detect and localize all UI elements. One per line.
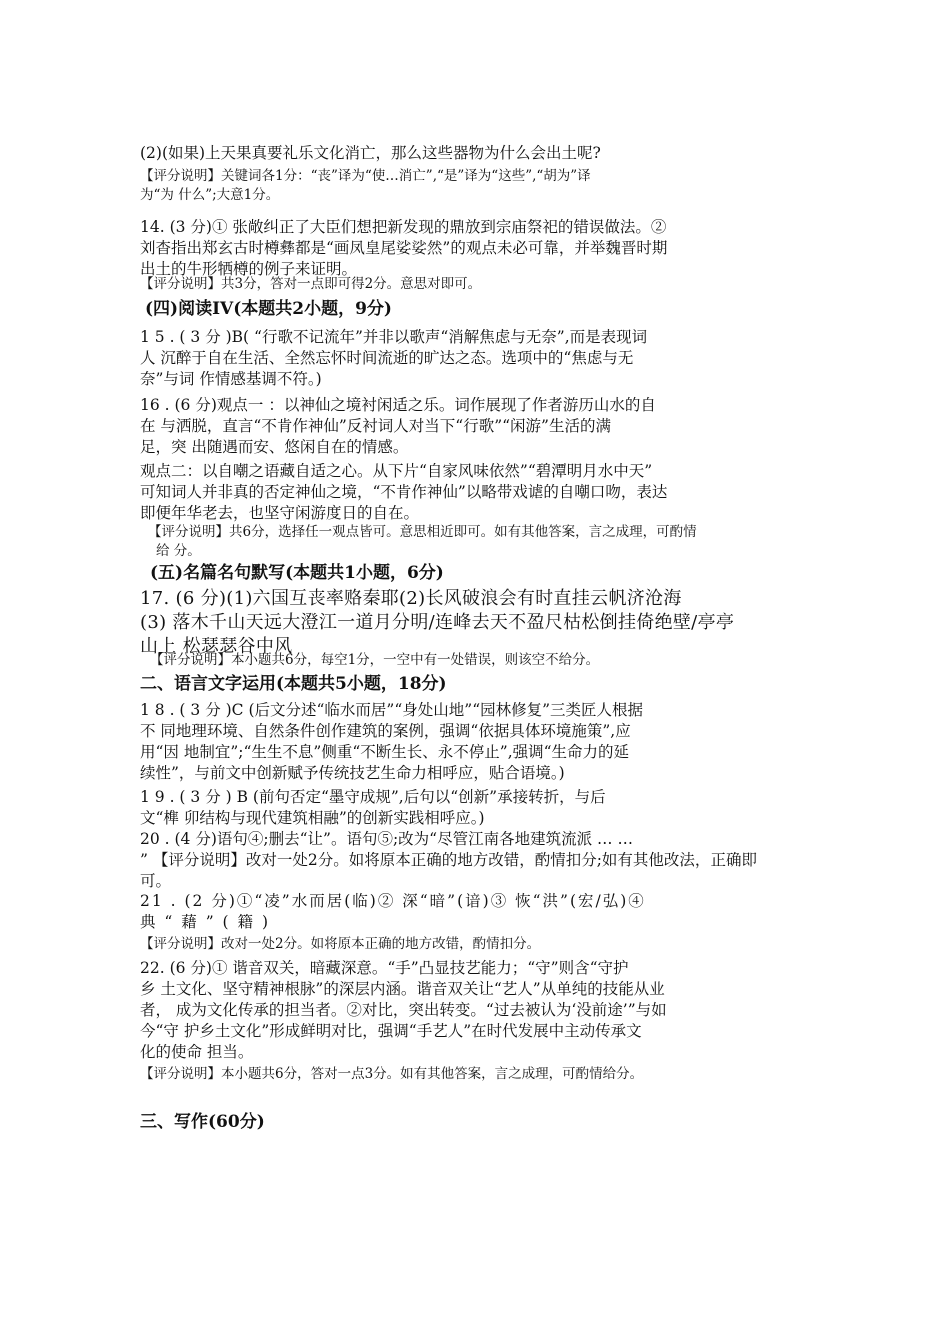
q17-answer — [140, 587, 810, 659]
q19-answer — [140, 787, 810, 829]
answer-line: 21 . (2 分)①“凌”水而居(临)② 深“暗”(谙)③ 恢“洪”(宏/弘)④ — [140, 892, 646, 910]
answer-line: 用“因 地制宜”;“生生不息”侧重“不断生长、永不停止”,强调“生命力的延 — [140, 743, 630, 761]
answer-line: 即便年华老去，也坚守闲游度日的自在。 — [140, 504, 420, 522]
answer-line: 不 同地理环境、自然条件创作建筑的案例，强调“依据具体环境施策”,应 — [140, 722, 631, 740]
q14-scoring-note — [140, 275, 810, 294]
q21-scoring-note — [140, 935, 810, 954]
q13-scoring-note — [140, 167, 810, 205]
q21-answer — [140, 891, 810, 933]
answer-line: 刘杳指出郑玄古时樽彝都是“画凤皇尾娑娑然”的观点未必可靠，并举魏晋时期 — [140, 239, 668, 257]
q17-scoring-note — [150, 651, 820, 670]
answer-line: 1 9 . ( 3 分 ) B (前句否定“墨守成规”,后句以“创新”承接转折，与后 — [140, 788, 606, 806]
q22-answer — [140, 958, 810, 1063]
answer-line: 17. (6 分)(1)六国互丧率赂秦耶(2)长风破浪会有时直挂云帆济沧海 — [140, 588, 682, 609]
answer-line: 16 . (6 分)观点一 ：以神仙之境衬闲适之乐。词作展现了作者游历山水的自 — [140, 396, 656, 414]
q16-view-two — [140, 461, 810, 524]
answer-line: 在 与洒脱，直言“不肯作神仙”反衬词人对当下“行歌”“闲游”生活的满 — [140, 417, 611, 435]
note-line: 【评分说明】共6分，选择任一观点皆可。意思相近即可。如有其他答案，言之成理，可酌情 — [148, 524, 697, 540]
answer-line: 奈”与词 作情感基调不符。) — [140, 370, 322, 388]
q14-answer — [140, 217, 810, 280]
note-line: 【评分说明】本小题共6分，答对一点3分。如有其他答案，言之成理，可酌情给分。 — [140, 1066, 644, 1082]
note-line: 【评分说明】共3分，答对一点即可得2分。意思对即可。 — [140, 276, 482, 292]
q16-scoring-note — [148, 523, 818, 561]
answer-line: (2)(如果)上天果真要礼乐文化消亡，那么这些器物为什么会出土呢? — [140, 144, 601, 162]
answer-line: 出土的牛形牺樽的例子来证明。 — [140, 260, 358, 278]
answer-line: 今“守 护乡土文化”形成鲜明对比，强调“手艺人”在时代发展中主动传承文 — [140, 1022, 642, 1040]
note-line: 【评分说明】本小题共6分，每空1分，一空中有一处错误，则该空不给分。 — [150, 652, 600, 668]
answer-line: 乡 土文化、坚守精神根脉”的深层内涵。谐音双关让“艺人”从单纯的技能从业 — [140, 980, 665, 998]
answer-line: 观点二：以自嘲之语藏自适之心。从下片“自家风味依然”“碧潭明月水中天” — [140, 462, 653, 480]
answer-line: 1 8 . ( 3 分 )C (后文分述“临水而居”“身处山地”“园林修复”三类匠人根据 — [140, 701, 644, 719]
answer-line: 典 “ 藉 ” ( 籍 ) — [140, 913, 271, 931]
q20-answer — [140, 829, 810, 892]
answer-line: 人 沉醉于自在生活、全然忘怀时间流逝的旷达之态。选项中的“焦虑与无 — [140, 349, 634, 367]
part-2-title: 二、语言文字运用(本题共5小题，18分) — [140, 674, 447, 694]
answer-line: 14. (3 分)① 张敞纠正了大臣们想把新发现的鼎放到宗庙祭祀的错误做法。② — [140, 218, 667, 236]
answer-line: 续性”，与前文中创新赋予传统技艺生命力相呼应，贴合语境。) — [140, 764, 565, 782]
q16-answer — [140, 395, 810, 458]
note-line: 【评分说明】改对一处2分。如将原本正确的地方改错，酌情扣分。 — [140, 936, 541, 952]
answer-line: 20 . (4 分)语句④;删去“让”。语句⑤;改为“尽管江南各地建筑流派 … … — [140, 830, 633, 848]
q13-part2-answer — [140, 143, 810, 164]
note-line: 【评分说明】关键词各1分：“丧”译为“使…消亡”,“是”译为“这些”,“胡为”译 — [140, 168, 591, 184]
q22-scoring-note — [140, 1065, 810, 1084]
answer-line: 文“榫 卯结构与现代建筑相融”的创新实践相呼应。) — [140, 809, 485, 827]
note-line: 给 分。 — [156, 543, 201, 559]
answer-line: (3) 落木千山天远大澄江一道月分明/连峰去天不盈尺枯松倒挂倚绝壁/亭亭 — [140, 612, 735, 633]
answer-line: 化的使命 担当。 — [140, 1043, 254, 1061]
answer-line: 22. (6 分)① 谐音双关，暗藏深意。“手”凸显技艺能力；“守”则含“守护 — [140, 959, 629, 977]
q18-answer — [140, 700, 810, 784]
answer-line: 可。 — [140, 872, 172, 890]
section-4-title: (四)阅读IV(本题共2小题，9分) — [145, 299, 392, 319]
answer-line: 可知词人并非真的否定神仙之境，“不肯作神仙”以略带戏谑的自嘲口吻，表达 — [140, 483, 668, 501]
part-3-title: 三、写作(60分) — [140, 1112, 265, 1132]
note-line: 为“为 什么”;大意1分。 — [140, 187, 280, 203]
answer-line: ” 【评分说明】改对一处2分。如将原本正确的地方改错，酌情扣分;如有其他改法，正确即 — [140, 851, 757, 869]
answer-line: 足，突 出随遇而安、悠闲自在的情感。 — [140, 438, 409, 456]
answer-line: 者， 成为文化传承的担当者。②对比，突出转变。“过去被认为‘没前途’”与如 — [140, 1001, 667, 1019]
answer-line: 山上 松瑟瑟谷中风 — [140, 636, 293, 657]
section-5-title: (五)名篇名句默写(本题共1小题，6分) — [150, 563, 444, 583]
q15-answer — [140, 327, 810, 390]
answer-line: 1 5 . ( 3 分 )B( “行歌不记流年”并非以歌声“消解焦虑与无奈”,而是表现词 — [140, 328, 648, 346]
